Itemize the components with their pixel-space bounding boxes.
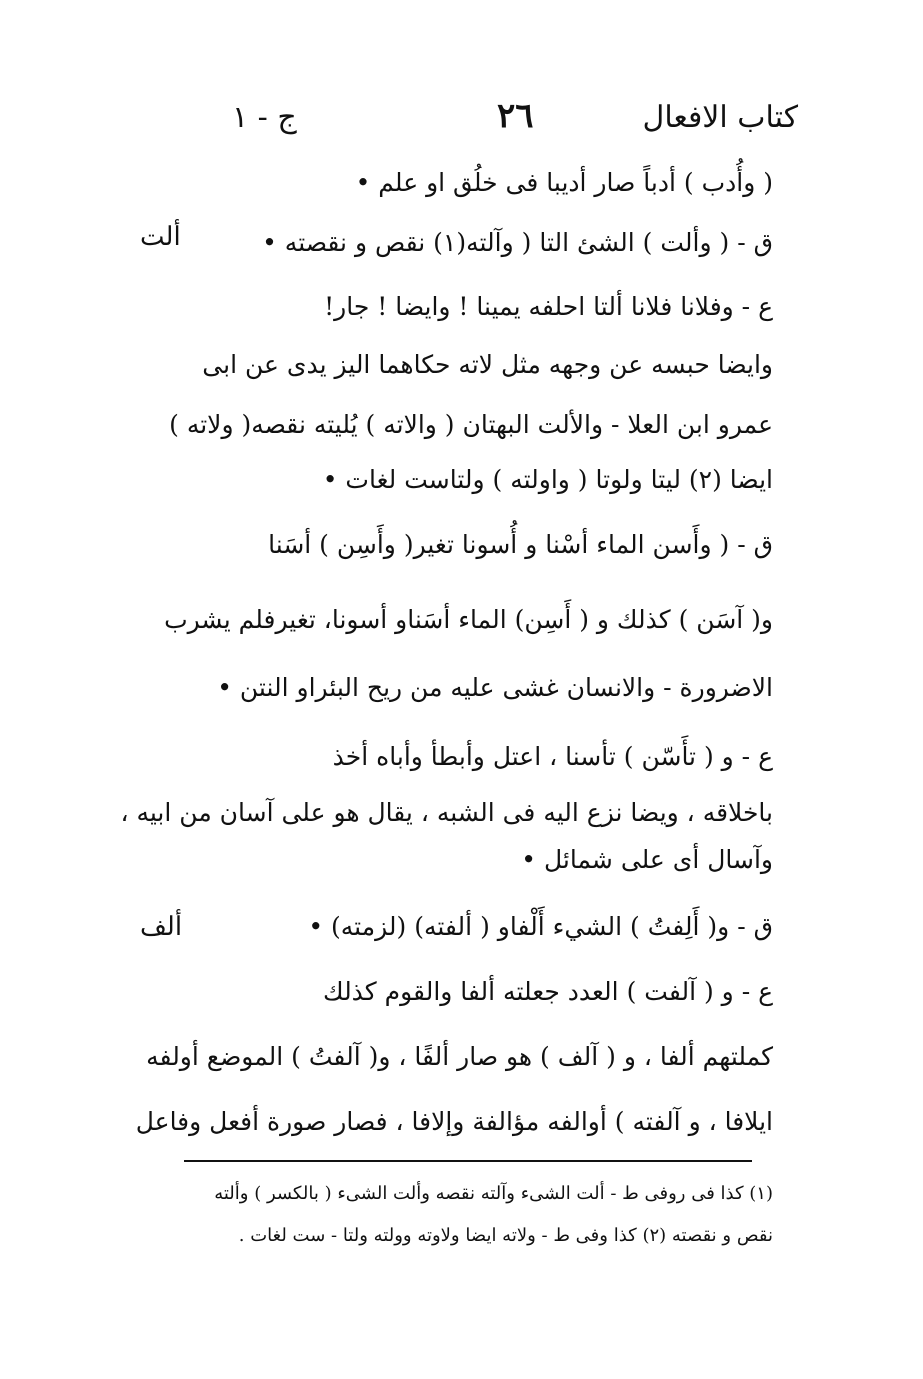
text-line-12: وآسال أى على شمائل • [521, 845, 773, 874]
text-line-1: ( وأُدب ) أدباً صار أديبا فى خلُق او علم • [355, 168, 773, 197]
margin-entry-alt: ألت [140, 222, 181, 252]
footnote-divider [184, 1160, 752, 1162]
running-title: كتاب الافعال [642, 100, 798, 135]
text-line-2: ق - ( وألت ) الشئ التا ( وآلته(١) نقص و نقصته • [262, 228, 773, 257]
footnote-line-1: (١) كذا فى روفى ط - ألت الشىء وآلته نقصه وألت الشىء ( بالكسر ) وألته [214, 1183, 773, 1204]
footnote-line-2: نقص و نقصته (٢) كذا وفى ط - ولاته ايضا ولاوته وولته ولتا - ست لغات . [238, 1225, 773, 1246]
text-line-13: ق - و( أَلِفتُ ) الشيء أَلْفاو ( ألفته) (لزمته) • [308, 912, 773, 941]
text-line-9: الاضرورة - والانسان غشى عليه من ريح البئراو النتن • [217, 673, 773, 702]
text-line-15: كملتهم ألفا ، و ( آلف ) هو صار ألفًا ، و( آلفتُ ) الموضع أولفه [146, 1042, 773, 1071]
text-line-11: باخلاقه ، ويضا نزع اليه فى الشبه ، يقال هو على آسان من ابيه ، [120, 798, 773, 827]
page-number: ٢٦ [497, 96, 534, 136]
volume-mark: ج - ١ [232, 100, 297, 135]
text-line-14: ع - و ( آلفت ) العدد جعلته ألفا والقوم كذلك [323, 977, 773, 1006]
text-line-4: وايضا حبسه عن وجهه مثل لاته حكاهما اليز يدى عن ابى [202, 350, 773, 379]
text-line-10: ع - و ( تأَسّن ) تأسنا ، اعتل وأبطأ وأباه أخذ [332, 742, 773, 771]
margin-entry-alf: ألف [140, 912, 183, 942]
text-line-6: ايضا (٢) ليتا ولوتا ( واولته ) ولتاست لغات • [322, 465, 773, 494]
text-line-8: و( آسَن ) كذلك و ( أَسِن) الماء أسَناو أسونا، تغيرفلم يشرب [164, 605, 773, 634]
text-line-16: ايلافا ، و آلفته ) أوالفه مؤالفة وإلافا ، فصار صورة أفعل وفاعل [135, 1107, 773, 1136]
text-line-5: عمرو ابن العلا - والألت البهتان ( والاته ) يُليته نقصه( ولاته ) [169, 410, 773, 439]
text-line-3: ع - وفلانا فلانا ألتا احلفه يمينا ! وايضا ! جار! [324, 292, 773, 321]
text-line-7: ق - ( وأَسن الماء أسْنا و أُسونا تغير( وأَسِن ) أسَنا [268, 530, 773, 559]
